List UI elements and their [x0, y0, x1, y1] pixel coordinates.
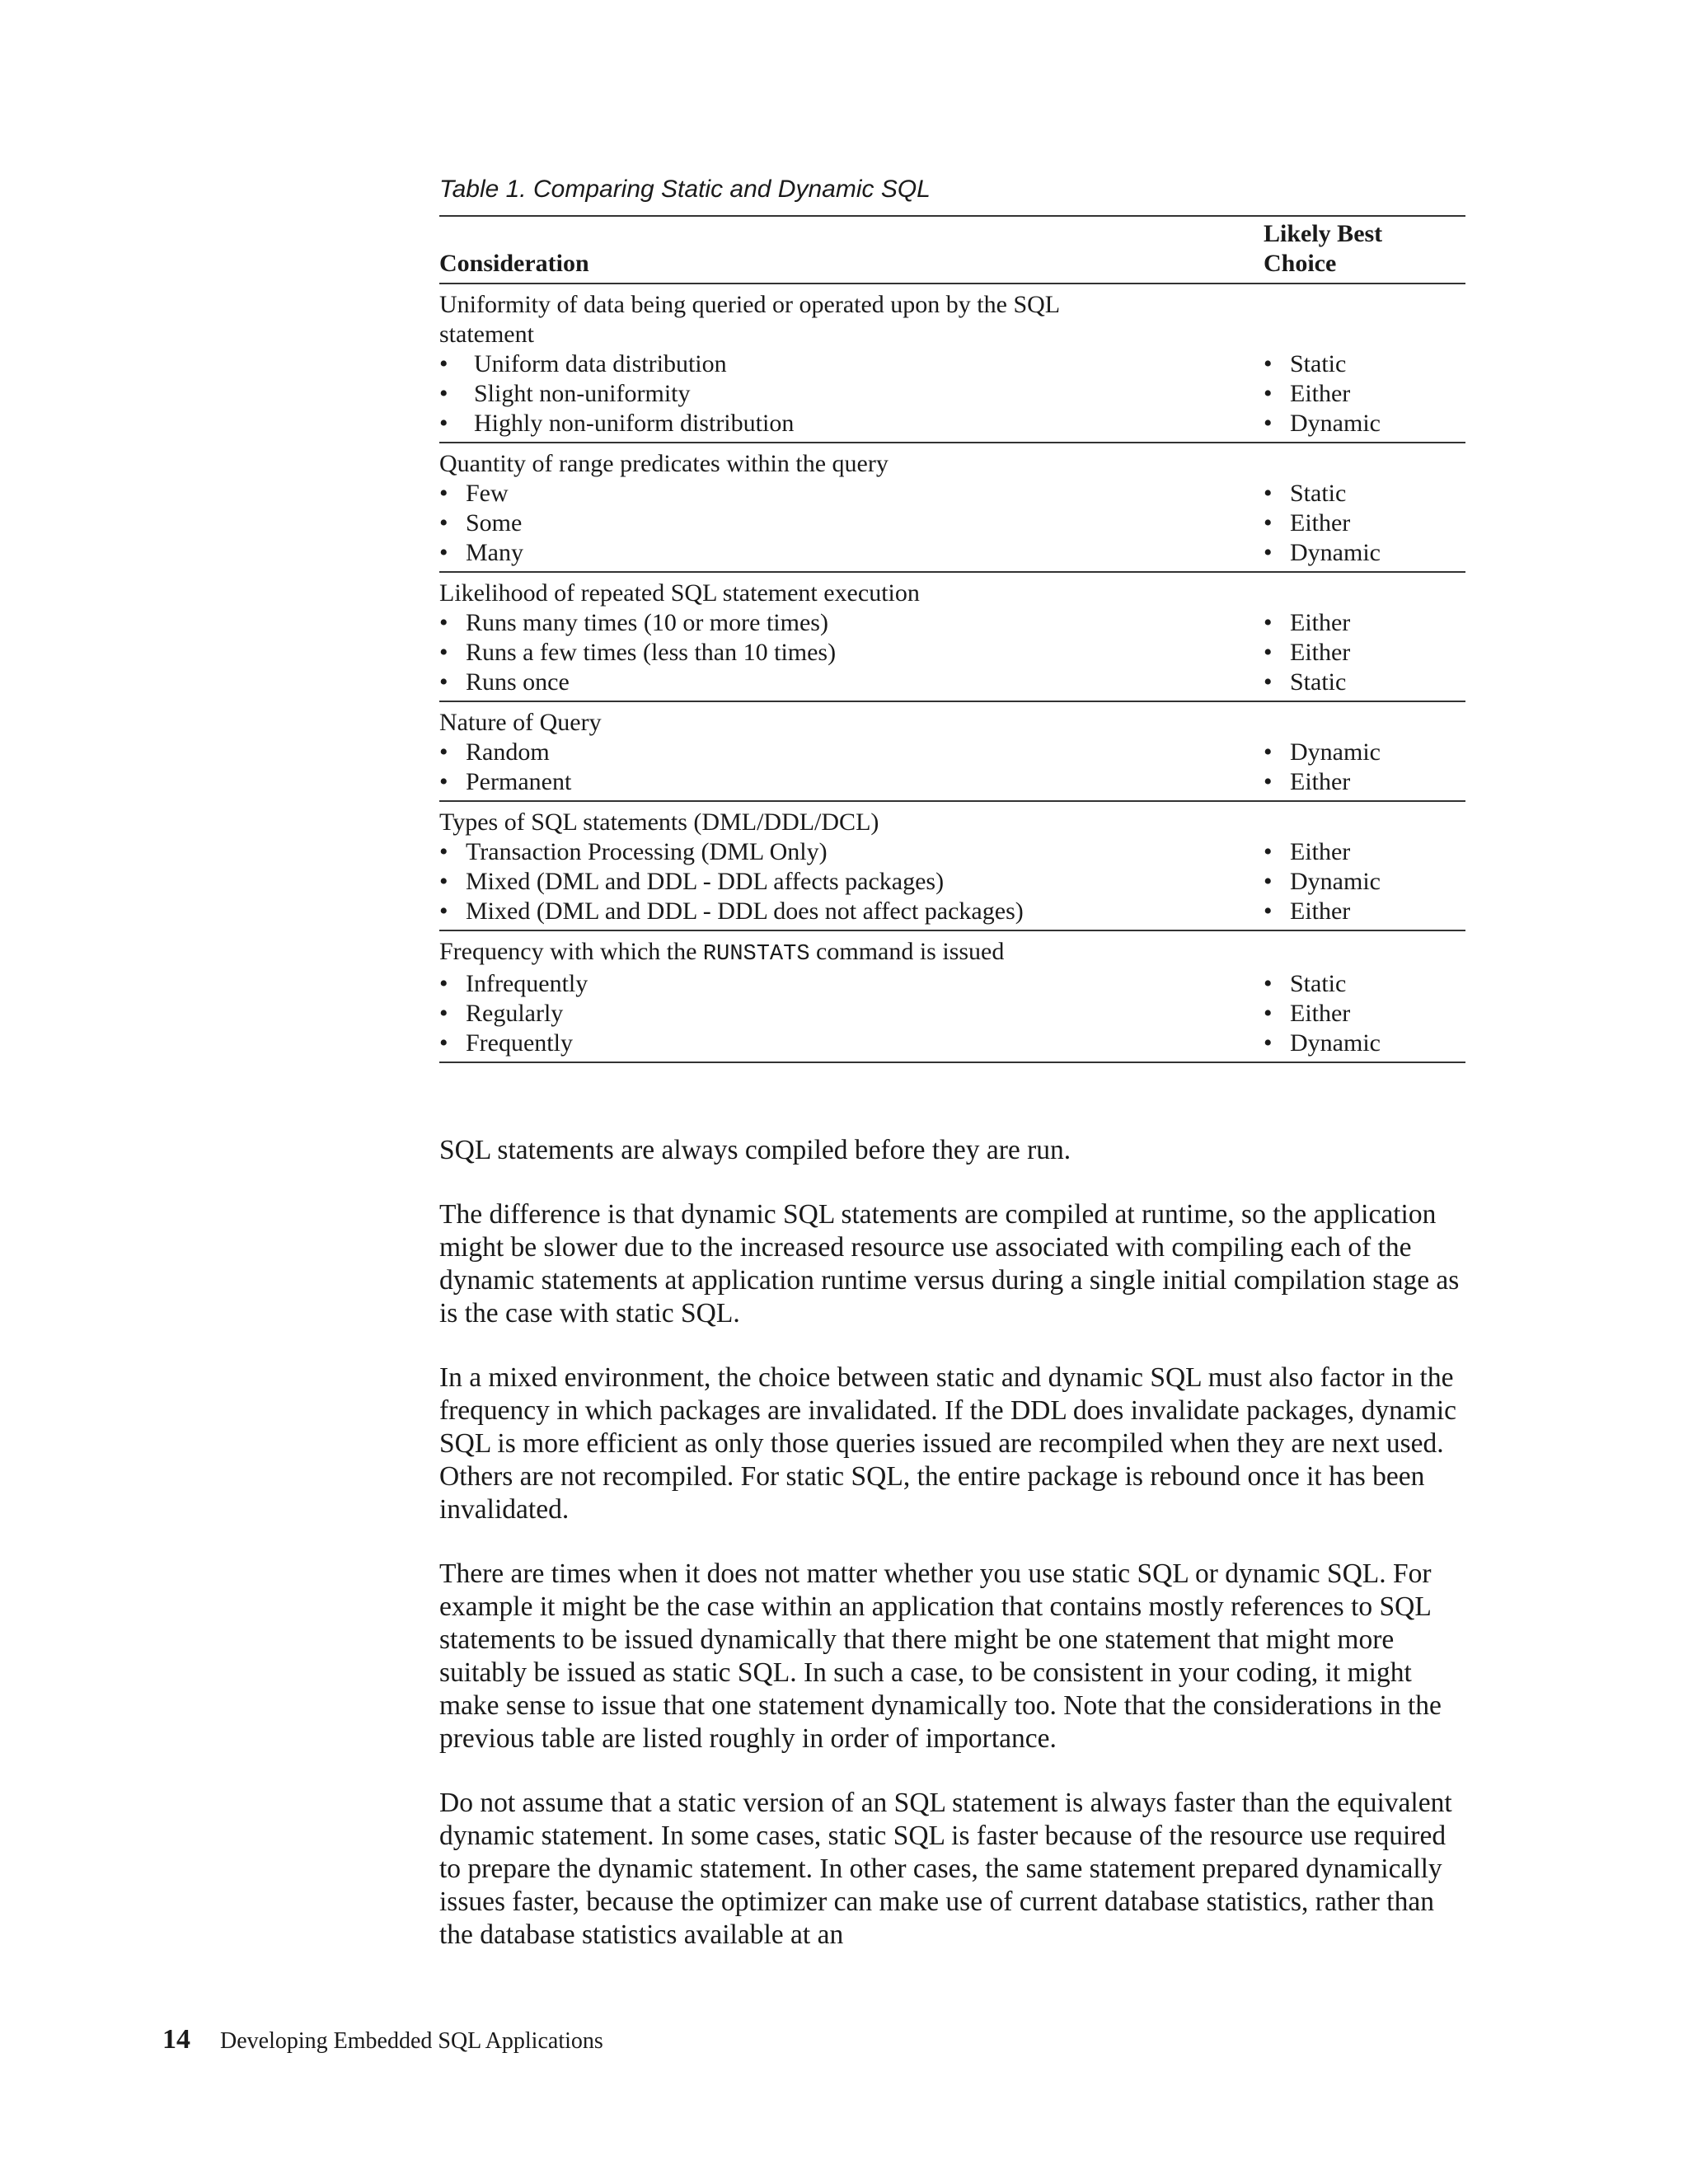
table-row — [439, 538, 1465, 568]
table-row — [439, 738, 1465, 767]
bullet-icon: • — [439, 639, 448, 666]
group-title: Quantity of range predicates within the query — [439, 450, 889, 477]
item-choice: Either — [1290, 609, 1351, 636]
group-title: Nature of Query — [439, 709, 602, 736]
table-row — [439, 897, 1465, 926]
bullet-icon: • — [439, 509, 448, 537]
header-choice-line2: Choice — [1264, 250, 1337, 277]
bullet-icon: • — [439, 1029, 448, 1057]
paragraph: In a mixed environment, the choice between static and dynamic SQL must also factor in the frequency in which packages are invalidated. If the DDL does invalidate packages, dynamic SQL is more efficient as only those queries issued are recompiled when they are next used. Others are not recompiled. For static SQL, the entire package is rebound once it has been invalidated. — [439, 1362, 1457, 1525]
group-title-pre: Frequency with which the — [439, 938, 697, 965]
item-label: Random — [466, 738, 550, 766]
bullet-icon: • — [439, 970, 448, 997]
bullet-icon: • — [1264, 480, 1273, 507]
table-group-range-predicates — [439, 443, 1465, 573]
item-label: Many — [466, 539, 523, 566]
comparison-table — [439, 215, 1465, 1063]
item-label: Infrequently — [466, 970, 588, 997]
table-group-uniformity — [439, 284, 1465, 443]
paragraph: SQL statements are always compiled before they are run. — [439, 1135, 1071, 1165]
table-header — [439, 217, 1465, 284]
item-label: Some — [466, 509, 523, 537]
bullet-icon: • — [439, 668, 448, 696]
bullet-icon: • — [1264, 1029, 1273, 1057]
group-title-cont: statement — [439, 321, 534, 348]
table-row — [439, 379, 1465, 409]
table-row — [439, 479, 1465, 509]
item-choice: Either — [1290, 509, 1351, 537]
bullet-icon: • — [439, 838, 448, 865]
bullet-icon: • — [439, 738, 448, 766]
table-row — [439, 999, 1465, 1029]
table-caption: Table 1. Comparing Static and Dynamic SQL — [439, 176, 931, 203]
paragraph: The difference is that dynamic SQL statements are compiled at runtime, so the application might be slower due to the increased resource use associated with compiling each of the dynamic statements at application runtime versus during a single initial compilation stage as is the case with static SQL. — [439, 1199, 1460, 1329]
item-label: Mixed (DML and DDL - DDL does not affect packages) — [466, 898, 1024, 925]
item-label: Few — [466, 480, 509, 507]
bullet-icon: • — [1264, 350, 1273, 377]
table-row — [439, 349, 1465, 379]
group-title-post: command is issued — [816, 938, 1005, 965]
bullet-icon: • — [1264, 898, 1273, 925]
bullet-icon: • — [1264, 410, 1273, 437]
paragraph: Do not assume that a static version of an SQL statement is always faster than the equivalent dynamic statement. In some cases, static SQL is faster because of the resource use required to prepare the dynamic statement. In other cases, the same statement prepared dynamically issues faster, because the optimizer can make use of current database statistics, rather than the database statistics available at an — [439, 1788, 1452, 1950]
item-label: Highly non-uniform distribution — [474, 410, 795, 437]
item-label: Mixed (DML and DDL - DDL affects packages) — [466, 868, 945, 895]
table-row — [439, 969, 1465, 999]
bullet-icon: • — [1264, 509, 1273, 537]
item-choice: Either — [1290, 1000, 1351, 1027]
item-choice: Dynamic — [1290, 1029, 1381, 1057]
page-footer — [162, 2023, 603, 2058]
bullet-icon: • — [1264, 539, 1273, 566]
item-label: Regularly — [466, 1000, 564, 1027]
table-group-statement-types — [439, 802, 1465, 931]
group-title: Uniformity of data being queried or operated upon by the SQL — [439, 291, 1061, 318]
table-row — [439, 767, 1465, 797]
bullet-icon: • — [439, 609, 448, 636]
item-choice: Either — [1290, 898, 1351, 925]
bullet-icon: • — [1264, 380, 1273, 407]
table-group-runstats-frequency — [439, 931, 1465, 1062]
item-choice: Either — [1290, 380, 1351, 407]
item-choice: Static — [1290, 480, 1347, 507]
item-choice: Static — [1290, 350, 1347, 377]
group-title: Likelihood of repeated SQL statement execution — [439, 579, 920, 607]
bullet-icon: • — [439, 480, 448, 507]
page-number: 14 — [162, 2024, 190, 2055]
bullet-icon: • — [1264, 609, 1273, 636]
bullet-icon: • — [1264, 970, 1273, 997]
item-choice: Either — [1290, 838, 1351, 865]
item-label: Runs many times (10 or more times) — [466, 609, 828, 636]
table-row — [439, 509, 1465, 538]
bullet-icon: • — [439, 539, 448, 566]
item-choice: Dynamic — [1290, 868, 1381, 895]
item-label: Runs a few times (less than 10 times) — [466, 639, 837, 666]
item-label: Runs once — [466, 668, 570, 696]
header-choice-line1: Likely Best — [1264, 220, 1383, 247]
header-likely-best-choice — [1264, 219, 1465, 279]
bullet-icon: • — [439, 768, 448, 795]
item-choice: Static — [1290, 970, 1347, 997]
table-row — [439, 608, 1465, 638]
table-row — [439, 668, 1465, 697]
bullet-icon: • — [1264, 868, 1273, 895]
bullet-icon: • — [1264, 668, 1273, 696]
item-choice: Dynamic — [1290, 539, 1381, 566]
item-choice: Dynamic — [1290, 738, 1381, 766]
bullet-icon: • — [439, 410, 448, 437]
bullet-icon: • — [439, 350, 448, 377]
table-group-nature-of-query — [439, 702, 1465, 802]
item-choice: Either — [1290, 768, 1351, 795]
bullet-icon: • — [1264, 738, 1273, 766]
book-title: Developing Embedded SQL Applications — [220, 2028, 603, 2054]
runstats-command: RUNSTATS — [702, 942, 810, 967]
item-label: Transaction Processing (DML Only) — [466, 838, 828, 865]
table-group-repeated-execution — [439, 573, 1465, 702]
group-title — [439, 937, 1264, 969]
item-choice: Static — [1290, 668, 1347, 696]
bullet-icon: • — [439, 868, 448, 895]
body-text — [439, 1134, 1470, 1983]
bullet-icon: • — [439, 380, 448, 407]
bullet-icon: • — [439, 1000, 448, 1027]
item-label: Permanent — [466, 768, 572, 795]
bullet-icon: • — [1264, 1000, 1273, 1027]
item-label: Slight non-uniformity — [474, 380, 691, 407]
item-choice: Dynamic — [1290, 410, 1381, 437]
bullet-icon: • — [439, 898, 448, 925]
paragraph: There are times when it does not matter whether you use static SQL or dynamic SQL. For example it might be the case within an application that contains mostly references to SQL statements to be issued dynamically that there might be one statement that might more suitably be issued as static SQL. In such a case, to be consistent in your coding, it might make sense to issue that one statement dynamically too. Note that the considerations in the previous table are listed roughly in order of importance. — [439, 1558, 1442, 1754]
bullet-icon: • — [1264, 768, 1273, 795]
table-row — [439, 638, 1465, 668]
group-title: Types of SQL statements (DML/DDL/DCL) — [439, 808, 879, 836]
bullet-icon: • — [1264, 838, 1273, 865]
table-row — [439, 1029, 1465, 1058]
bullet-icon: • — [1264, 639, 1273, 666]
item-label: Frequently — [466, 1029, 573, 1057]
table-row — [439, 837, 1465, 867]
header-consideration: Consideration — [439, 250, 589, 277]
table-row — [439, 867, 1465, 897]
table-row — [439, 409, 1465, 438]
item-label: Uniform data distribution — [474, 350, 727, 377]
item-choice: Either — [1290, 639, 1351, 666]
